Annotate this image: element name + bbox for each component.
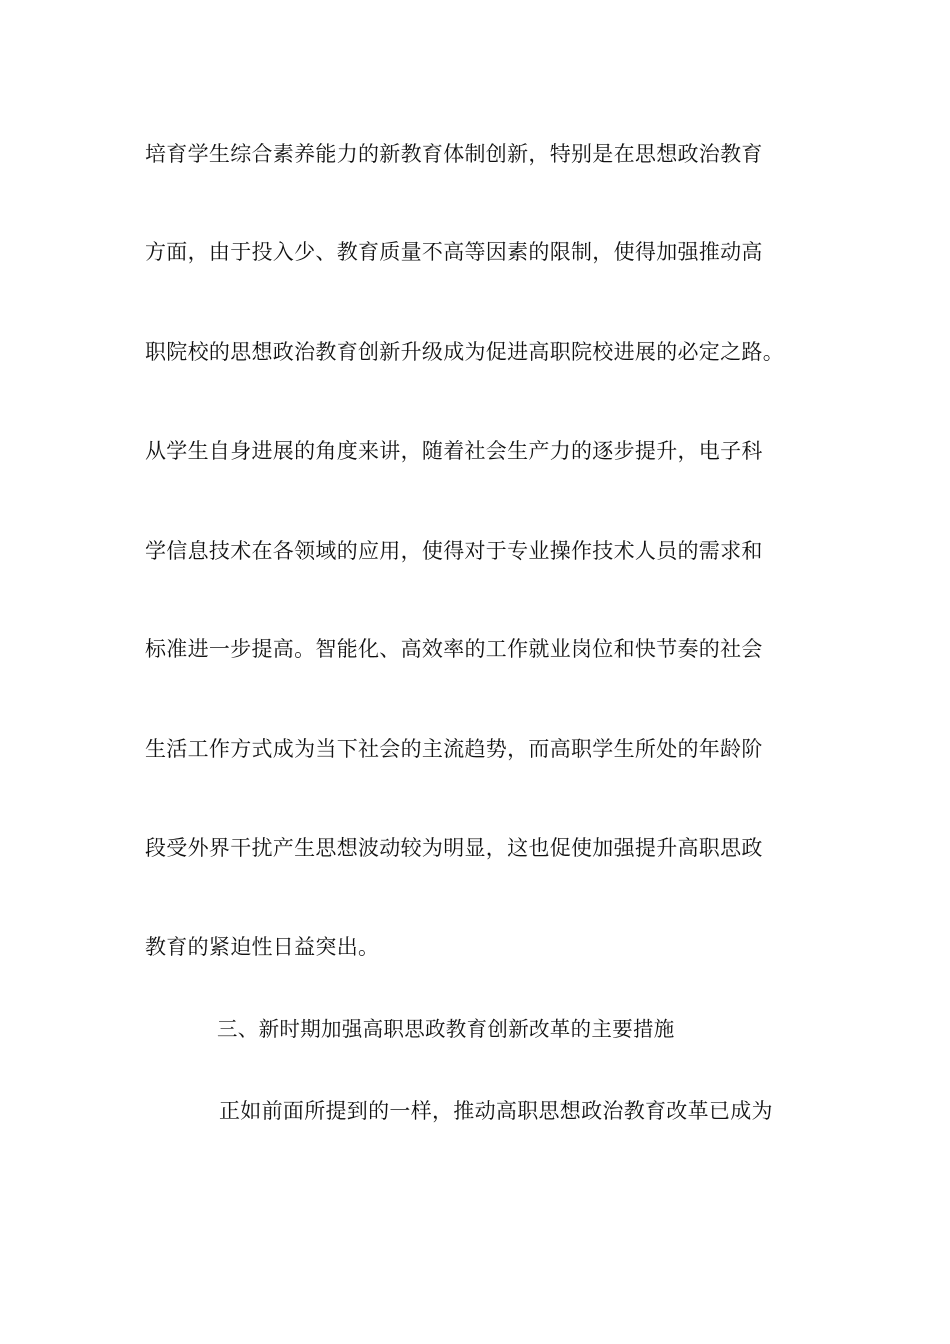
paragraph-line: 方面，由于投入少、教育质量不高等因素的限制，使得加强推动高 — [145, 240, 763, 264]
paragraph-line: 段受外界干扰产生思想波动较为明显，这也促使加强提升高职思政 — [145, 836, 763, 860]
paragraph-line: 标准进一步提高。智能化、高效率的工作就业岗位和快节奏的社会 — [145, 637, 763, 661]
paragraph-line: 职院校的思想政治教育创新升级成为促进高职院校进展的必定之路。 — [145, 340, 784, 364]
section-heading: 三、新时期加强高职思政教育创新改革的主要措施 — [217, 1017, 675, 1041]
paragraph-line: 生活工作方式成为当下社会的主流趋势，而高职学生所处的年龄阶 — [145, 737, 763, 761]
paragraph-line: 教育的紧迫性日益突出。 — [145, 935, 380, 959]
paragraph-line: 正如前面所提到的一样，推动高职思想政治教育改革已成为 — [219, 1099, 773, 1123]
paragraph-line: 从学生自身进展的角度来讲，随着社会生产力的逐步提升，电子科 — [145, 439, 763, 463]
paragraph-line: 学信息技术在各领域的应用，使得对于专业操作技术人员的需求和 — [145, 539, 763, 563]
paragraph-line: 培育学生综合素养能力的新教育体制创新，特别是在思想政治教育 — [145, 142, 763, 166]
